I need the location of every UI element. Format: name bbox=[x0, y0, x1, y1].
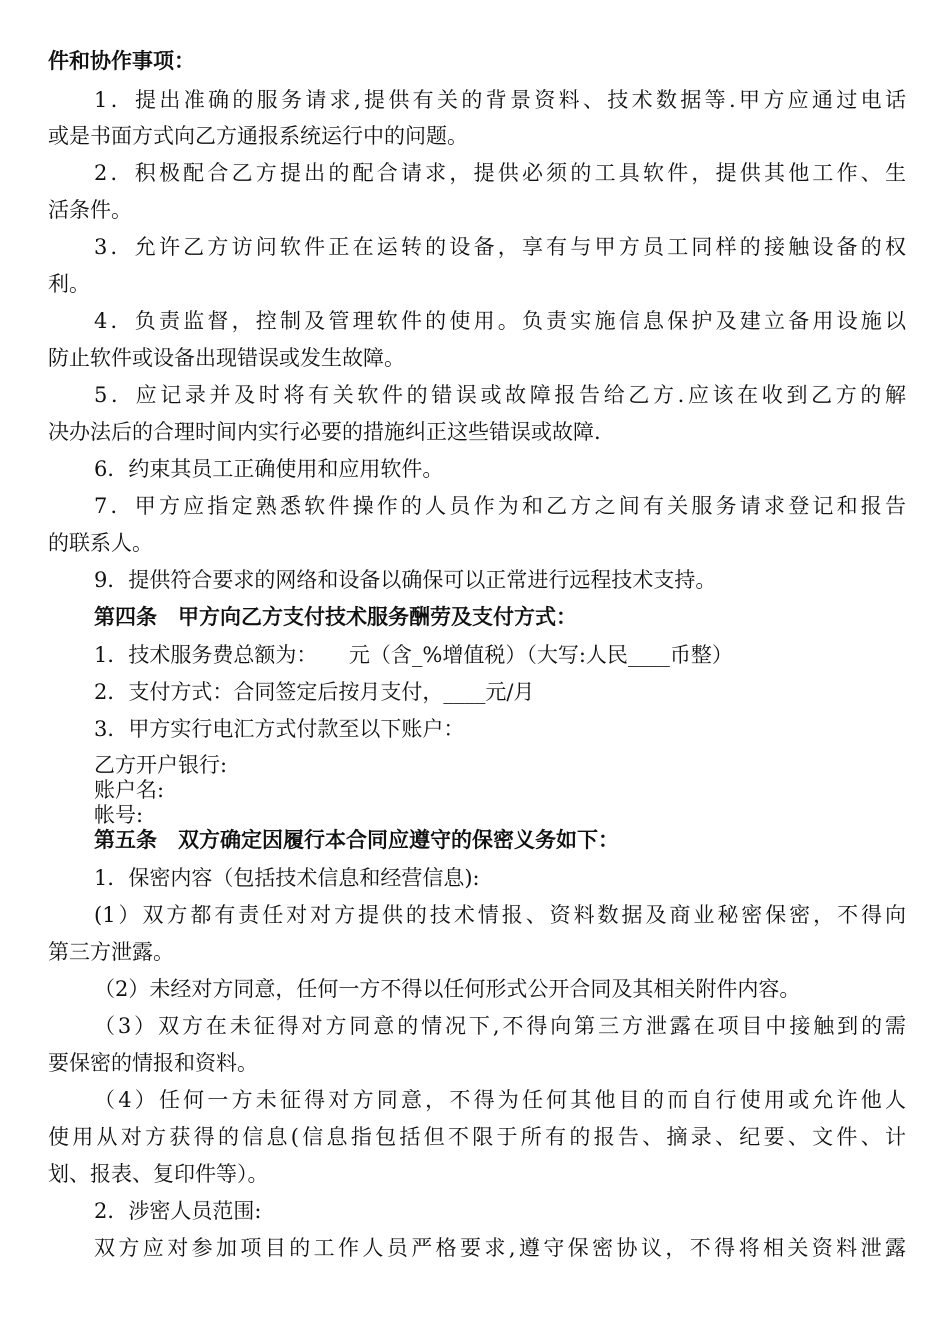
paragraph-line: 或是书面方式向乙方通报系统运行中的问题。 bbox=[48, 124, 468, 148]
account-name-label: 账户名: bbox=[94, 778, 165, 802]
paragraph-line: 7．甲方应指定熟悉软件操作的人员作为和乙方之间有关服务请求登记和报告 bbox=[94, 494, 906, 518]
paragraph-line: 1．保密内容（包括技术信息和经营信息): bbox=[94, 866, 480, 890]
paragraph-line: 1．提出准确的服务请求,提供有关的背景资料、技术数据等.甲方应通过电话 bbox=[94, 88, 906, 112]
paragraph-line: 4．负责监督，控制及管理软件的使用。负责实施信息保护及建立备用设施以 bbox=[94, 309, 906, 333]
article-5-heading: 第五条 双方确定因履行本合同应遵守的保密义务如下： bbox=[94, 828, 619, 852]
paragraph-line: （2）未经对方同意，任何一方不得以任何形式公开合同及其相关附件内容。 bbox=[94, 977, 801, 1001]
paragraph-line: 2．涉密人员范围: bbox=[94, 1199, 262, 1223]
paragraph-line: 防止软件或设备出现错误或发生故障。 bbox=[48, 346, 405, 370]
paragraph-line: 决办法后的合理时间内实行必要的措施纠正这些错误或故障. bbox=[48, 420, 601, 444]
paragraph-line: 9．提供符合要求的网络和设备以确保可以正常进行远程技术支持。 bbox=[94, 568, 717, 592]
bank-name-label: 乙方开户银行: bbox=[94, 753, 228, 777]
paragraph-line: （3）双方在未征得对方同意的情况下,不得向第三方泄露在项目中接触到的需 bbox=[94, 1014, 906, 1038]
paragraph-line: 2．积极配合乙方提出的配合请求，提供必须的工具软件，提供其他工作、生 bbox=[94, 161, 906, 185]
payment-total-line: 1．技术服务费总额为： 元（含_%增值税）（大写:人民____币整） bbox=[94, 643, 733, 667]
section-heading-continuation: 件和协作事项： bbox=[48, 49, 195, 73]
paragraph-line: (1）双方都有责任对对方提供的技术情报、资料数据及商业秘密保密，不得向 bbox=[94, 903, 906, 927]
paragraph-line: 6．约束其员工正确使用和应用软件。 bbox=[94, 457, 444, 481]
paragraph-line: 要保密的情报和资料。 bbox=[48, 1051, 258, 1075]
paragraph-line: 5．应记录并及时将有关软件的错误或故障报告给乙方.应该在收到乙方的解 bbox=[94, 383, 906, 407]
paragraph-line: 活条件。 bbox=[48, 198, 132, 222]
paragraph-line: （4）任何一方未征得对方同意，不得为任何其他目的而自行使用或允许他人 bbox=[94, 1088, 906, 1112]
paragraph-line: 第三方泄露。 bbox=[48, 940, 174, 964]
paragraph-line: 双方应对参加项目的工作人员严格要求,遵守保密协议，不得将相关资料泄露 bbox=[94, 1236, 906, 1260]
paragraph-line: 划、报表、复印件等）。 bbox=[48, 1162, 269, 1186]
payment-method-line: 2．支付方式：合同签定后按月支付，____元/月 bbox=[94, 680, 535, 704]
paragraph-line: 3．允许乙方访问软件正在运转的设备，享有与甲方员工同样的接触设备的权 bbox=[94, 235, 906, 259]
payment-account-line: 3．甲方实行电汇方式付款至以下账户： bbox=[94, 717, 465, 741]
account-number-label: 帐号: bbox=[94, 803, 144, 827]
paragraph-line: 的联系人。 bbox=[48, 531, 153, 555]
article-4-heading: 第四条 甲方向乙方支付技术服务酬劳及支付方式： bbox=[94, 605, 577, 629]
paragraph-line: 利。 bbox=[48, 272, 90, 296]
paragraph-line: 使用从对方获得的信息(信息指包括但不限于所有的报告、摘录、纪要、文件、计 bbox=[48, 1125, 906, 1149]
